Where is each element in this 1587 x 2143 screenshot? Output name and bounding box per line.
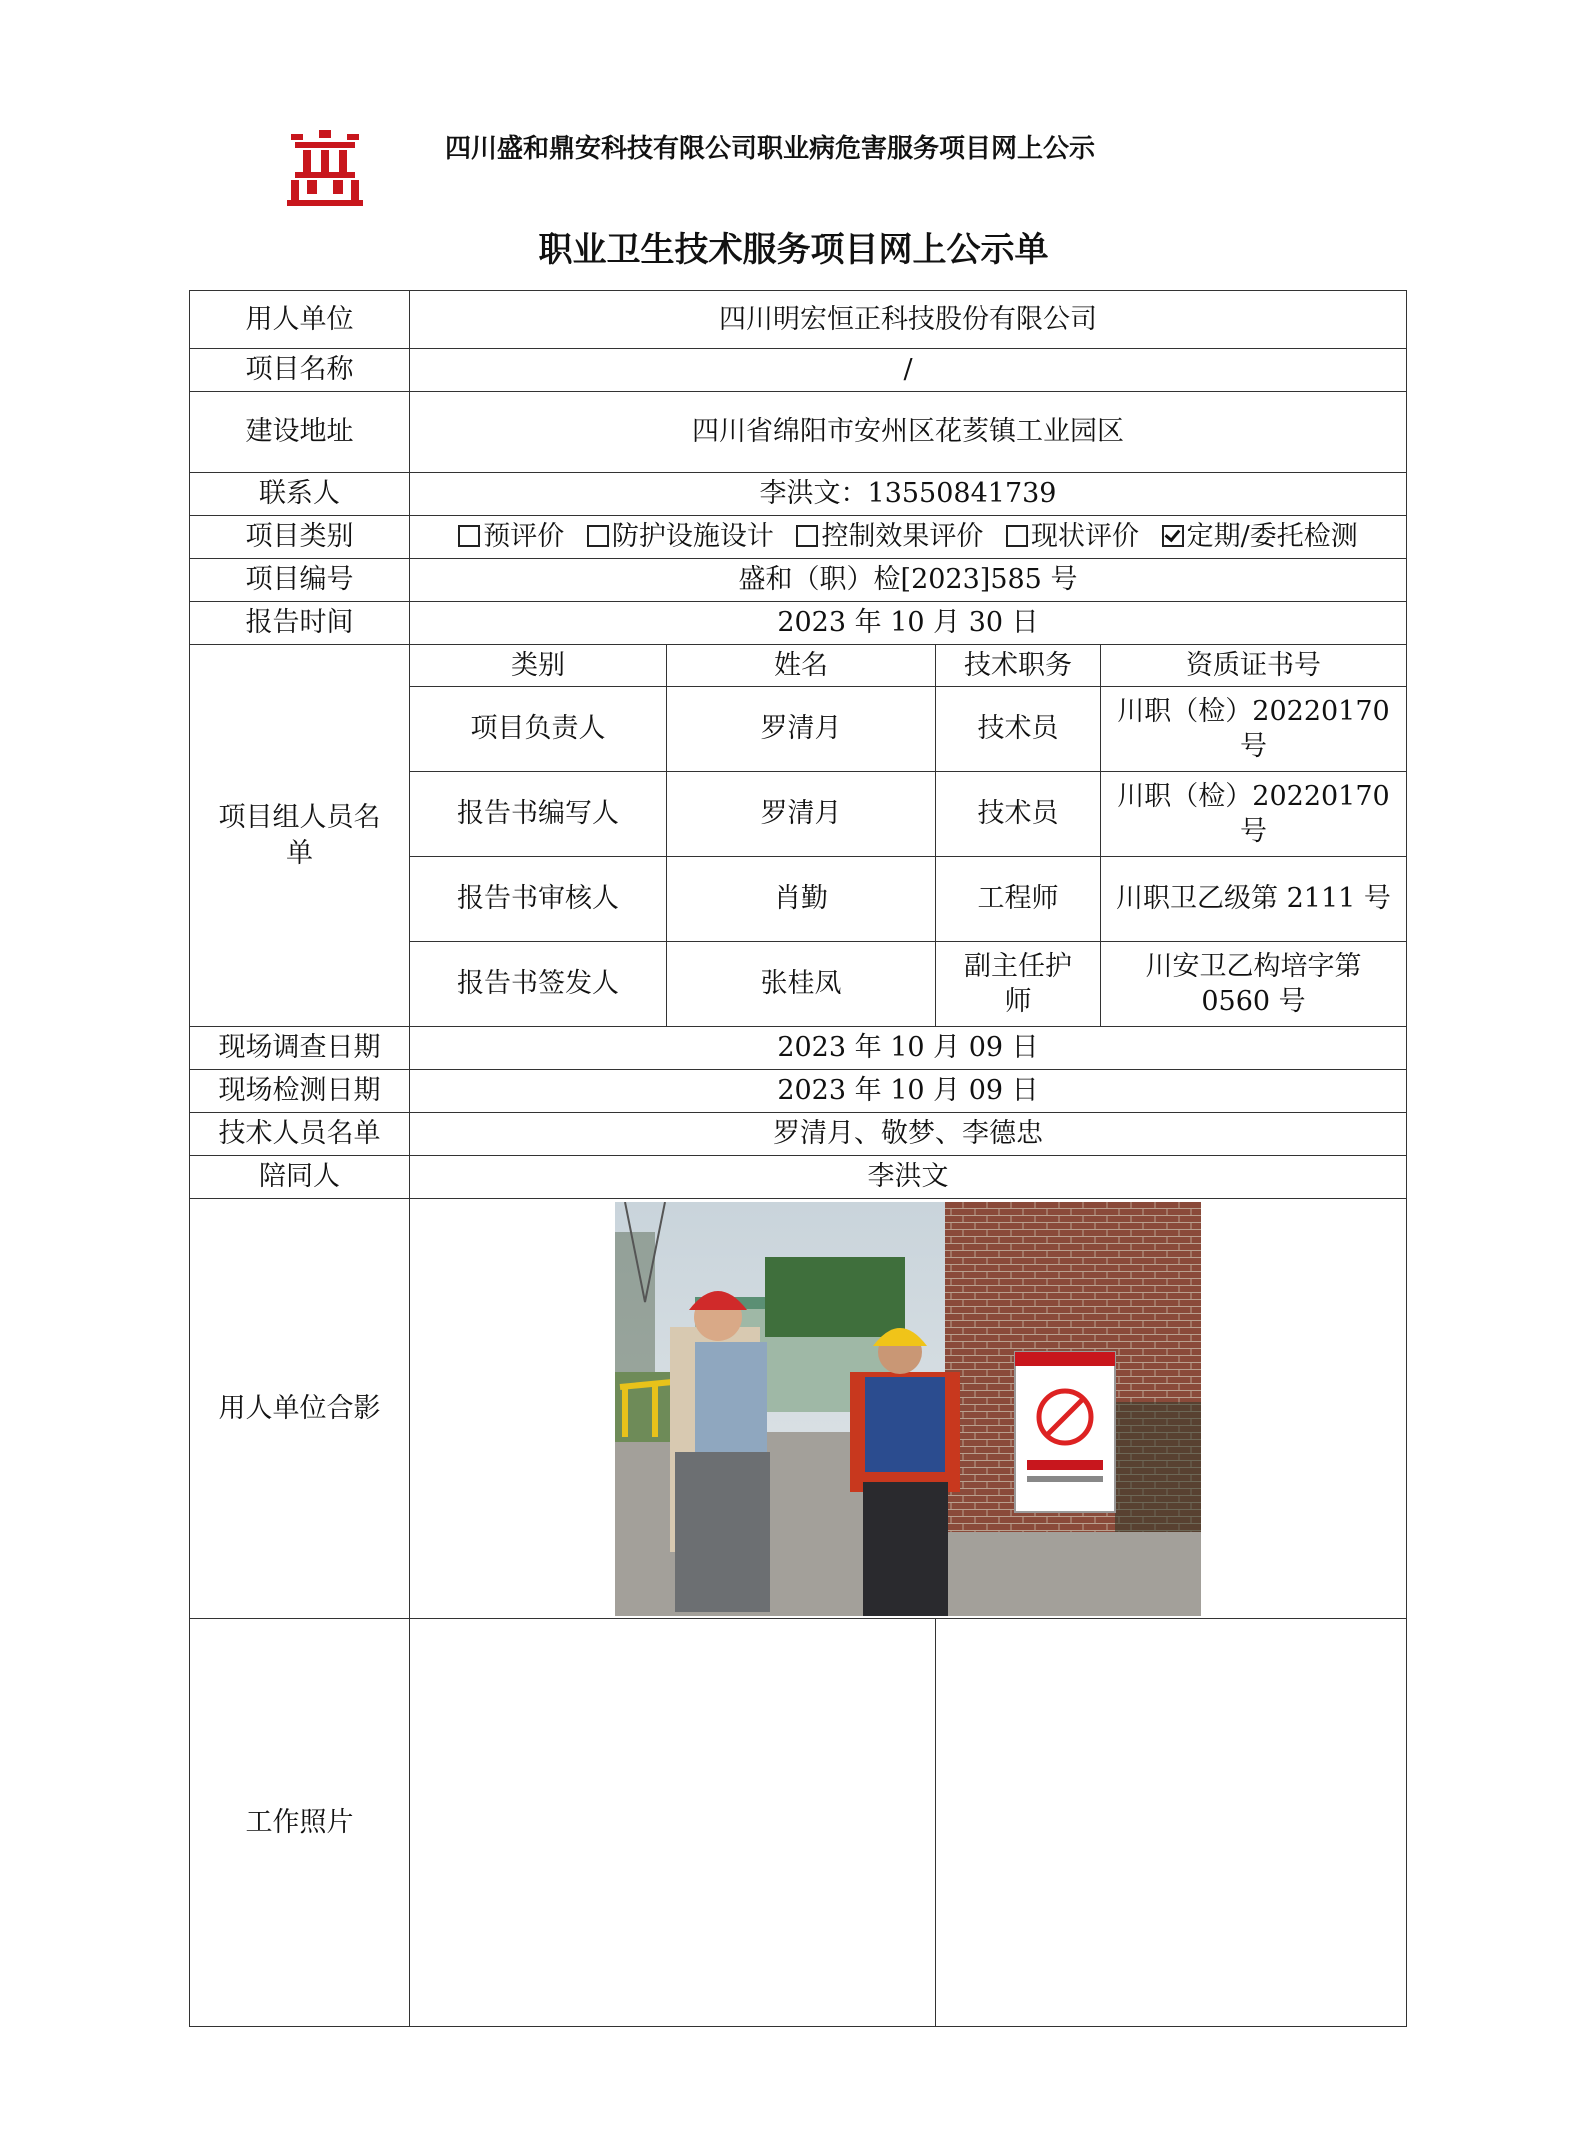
label-report-date: 报告时间 <box>190 602 410 645</box>
label-work-photos: 工作照片 <box>190 1619 410 2027</box>
checkbox-status-evaluation[interactable] <box>1006 519 1139 554</box>
value-project-name: / <box>410 349 1407 392</box>
value-project-no: 盛和（职）检[2023]585 号 <box>410 559 1407 602</box>
team-title: 副主任护师 <box>936 942 1101 1027</box>
value-employer: 四川明宏恒正科技股份有限公司 <box>410 291 1407 349</box>
label-group-photo: 用人单位合影 <box>190 1199 410 1619</box>
row-group-photo <box>190 1199 1407 1619</box>
label-category: 项目类别 <box>190 516 410 559</box>
notice-form <box>189 290 1407 2027</box>
team-header-role: 类别 <box>410 645 667 687</box>
checkbox-label: 防护设施设计 <box>611 521 774 553</box>
team-header-row <box>190 645 1407 687</box>
team-cert: 川职（检）20220170号 <box>1101 772 1407 857</box>
team-title: 技术员 <box>936 772 1101 857</box>
row-project-no <box>190 559 1407 602</box>
row-contact <box>190 473 1407 516</box>
value-test-date: 2023 年 10 月 09 日 <box>410 1070 1407 1113</box>
team-cert: 川职卫乙级第 2111 号 <box>1101 857 1407 942</box>
row-tech-staff <box>190 1113 1407 1156</box>
value-report-date: 2023 年 10 月 30 日 <box>410 602 1407 645</box>
team-role: 报告书编写人 <box>410 772 667 857</box>
team-role: 项目负责人 <box>410 687 667 772</box>
label-project-name: 项目名称 <box>190 349 410 392</box>
row-report-date <box>190 602 1407 645</box>
checkbox-control-evaluation[interactable] <box>796 519 983 554</box>
checkbox-protection-design[interactable] <box>587 519 774 554</box>
team-cert: 川安卫乙构培字第 0560 号 <box>1101 942 1407 1027</box>
checkbox-icon <box>796 525 818 547</box>
label-project-no: 项目编号 <box>190 559 410 602</box>
team-cert: 川职（检）20220170号 <box>1101 687 1407 772</box>
team-name: 罗清月 <box>667 772 936 857</box>
checkbox-icon <box>1006 525 1028 547</box>
label-team: 项目组人员名单 <box>190 645 410 1027</box>
checkbox-label: 预评价 <box>483 521 565 553</box>
company-logo <box>285 128 365 208</box>
row-address <box>190 392 1407 473</box>
label-test-date: 现场检测日期 <box>190 1070 410 1113</box>
row-category <box>190 516 1407 559</box>
value-tech-staff: 罗清月、敬梦、李德忠 <box>410 1113 1407 1156</box>
team-role: 报告书签发人 <box>410 942 667 1027</box>
work-photo-slot-1 <box>410 1619 936 2027</box>
team-title: 工程师 <box>936 857 1101 942</box>
label-tech-staff: 技术人员名单 <box>190 1113 410 1156</box>
value-contact: 李洪文：13550841739 <box>410 473 1407 516</box>
label-address: 建设地址 <box>190 392 410 473</box>
work-photo-slot-2 <box>936 1619 1407 2027</box>
checkbox-checked-icon <box>1162 525 1184 547</box>
team-name: 张桂凤 <box>667 942 936 1027</box>
checkbox-label: 现状评价 <box>1031 521 1140 553</box>
label-contact: 联系人 <box>190 473 410 516</box>
checkbox-icon <box>458 525 480 547</box>
team-header-title: 技术职务 <box>936 645 1101 687</box>
org-title: 四川盛和鼎安科技有限公司职业病危害服务项目网上公示 <box>445 134 1096 164</box>
team-role: 报告书审核人 <box>410 857 667 942</box>
checkbox-periodic-test[interactable] <box>1162 519 1358 554</box>
label-employer: 用人单位 <box>190 291 410 349</box>
checkbox-label: 控制效果评价 <box>821 521 984 553</box>
team-name: 肖勤 <box>667 857 936 942</box>
label-companion: 陪同人 <box>190 1156 410 1199</box>
row-test-date <box>190 1070 1407 1113</box>
team-name: 罗清月 <box>667 687 936 772</box>
row-project-name <box>190 349 1407 392</box>
category-options <box>410 516 1407 559</box>
row-employer <box>190 291 1407 349</box>
value-survey-date: 2023 年 10 月 09 日 <box>410 1027 1407 1070</box>
row-companion <box>190 1156 1407 1199</box>
value-address: 四川省绵阳市安州区花荄镇工业园区 <box>410 392 1407 473</box>
group-photo-cell <box>410 1199 1407 1619</box>
team-header-name: 姓名 <box>667 645 936 687</box>
row-work-photos <box>190 1619 1407 2027</box>
checkbox-icon <box>587 525 609 547</box>
row-survey-date <box>190 1027 1407 1070</box>
page-title: 职业卫生技术服务项目网上公示单 <box>538 230 1049 270</box>
team-header-cert: 资质证书号 <box>1101 645 1407 687</box>
value-companion: 李洪文 <box>410 1156 1407 1199</box>
label-survey-date: 现场调查日期 <box>190 1027 410 1070</box>
checkbox-pre-evaluation[interactable] <box>458 519 564 554</box>
checkbox-label: 定期/委托检测 <box>1186 521 1358 553</box>
group-photo <box>615 1202 1201 1616</box>
team-title: 技术员 <box>936 687 1101 772</box>
